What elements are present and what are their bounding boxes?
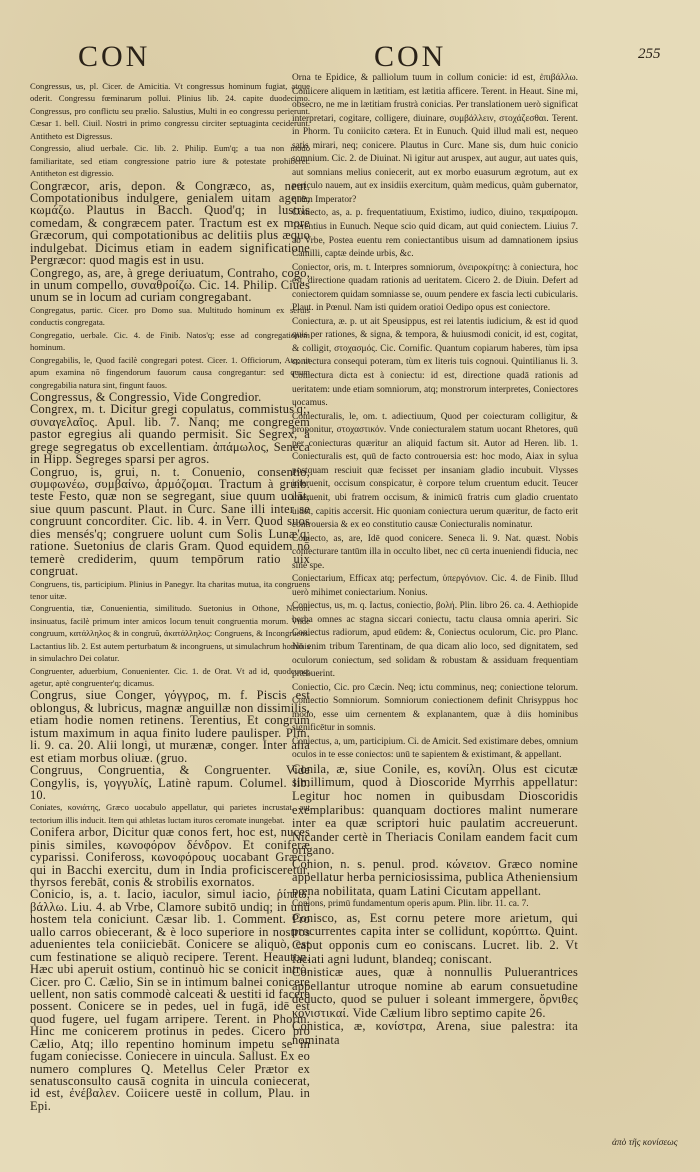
entry-congruenter: Congruenter, aduerbium, Conuenienter. Cic. 1. de Orat. Vt ad id, quodcunq; agetur, aptè congruenter'q; dicamus. xyxy=(30,665,310,688)
entry-coniector: Coniector, oris, m. t. Interpres somniorum, ὀνειροκρίτης: à coniectura, hoc est, directione quadam rationis ad ueritatem. Cicero 2. de Diuin. Defert ad coniectorem quidam somniasse se, ouum pendere ex fascia lecti cubicularis. Plaut. in Pœnul. Nam isti quidem oratioi Oedipo opus est coniectore. xyxy=(292,262,578,314)
right-column xyxy=(292,72,578,1047)
entry-congrex: Congrex, m. t. Dicitur gregi copulatus, commistus'q;, συναγελαῖος. Apul. lib. 7. Nanq; me congregem pastor egregius ali quando permisit. Sic Segrex, à grege segregatus ob excellentiam. ἀπάμωλος, Seneca in Hipp. Segreges sparsi per agros. xyxy=(30,402,310,467)
right-running-title: CON xyxy=(374,40,447,73)
entry-congrus: Congrus, siue Conger, γόγγρος, m. f. Piscis est oblongus, & lubricus, magnæ anguillæ non dissimilis, etiam hodie nomen retinens. Terentius, Et congrum istum maximum in aqua finito ludere paulisper. Plin. li. 9. ca. 20. Alii longi, ut murænæ, conger. Inter alia est etiam morbus oliuæ. (gruo. xyxy=(30,688,310,765)
entry-congrego: Congrego, as, are, à grege deriuatum, Contraho, cogo, in unum compello, συναθροίζω. Cic. 14. Philip. Ciues unum se in locum ad curiam congregabant. xyxy=(30,265,310,305)
entry-coniates: Coniates, κονιάτης, Græco uocabulo appellatur, qui parietes incrustat, aut tectorium illis inducit. Item qui athletas luctam ituros ceromate inungebat. xyxy=(30,802,310,825)
entry-coniecturalis: Coniecturalis, le, om. t. adiectiuum, Quod per coiecturam colligitur, & proponitur, στοχαστικόν. Vnde coniecturalem statum uocant Rhetores, quū per coniecturas quæritur an aliquid factum sit. Autor ad Heren. lib. 1. Coniecturalis est, quū de facto controuersia est: hoc modo, Aiax in sylua postquam resciuit quæ fecisset per insaniam gladio incubuit. Vlysses interuenit, occisum conspicatur, è corpore telum cruentum educit. Teucer interuenit, ubi fratrem occisum, & inimicū fratris cum gladio cruentato uidet, capitis accersit. Hic quoniam coniectura uerum quæritur, de facto erit controuersia & ex eo constitutio causæ Coniecturalis nominatur. xyxy=(292,411,578,531)
entry-congressus-ref: Congressus, & Congressio, Vide Congredior. xyxy=(30,389,262,404)
page-number: 255 xyxy=(638,46,661,62)
entry-congregatus: Congregatus, partic. Cicer. pro Domo sua. Multitudo hominum ex seruis conductis congregata. xyxy=(30,304,310,328)
entry-coniecto: Coniecto, as, a. p. frequentatiuum, Existimo, iudico, diuino, τεκμαίρομαι. Terentius in Eunuch. Neque scio quid dicam, aut quid coniectem. Liuius 7. ab Vrbe, Postea euentu rem coniectantibus uisum ad damnationem ipsius Camilli, captæ deinde urbis, &c. xyxy=(292,208,578,260)
entry-coniectus-part: Coniectus, a, um, participium. Ci. de Amicit. Sed existimare debes, omnium oculos in te esse coniectos: unū te sapientem & existimant, & appellant. xyxy=(292,736,578,761)
left-column xyxy=(30,80,310,1112)
entry-conicio: Conicio, is, a. t. Iacio, iaculor, simul iacio, ῥίπτω, βάλλω. Liu. 4. ab Vrbe, Clamore subitō undiq; in unū hostem tela coniciunt. Cæsar lib. 1. Comment. Pro uallo carros obiecerant, & è loco superiore in nostros aduenientes tela coniiciebāt. Conicere se aliquò, est cum festinatione se aliquò recipere. Terent. Heauton. Hæc ubi aperuit ostium, continuò hic se conicit intrò. Cicer. pro C. Cælio, Sin se in intimum balnei conicere uellent, non satis commodè calceati & uestiti id facere possent. Conicere se in pedes, uel in fugā, idē est quod fugere, uel fugam arripere. Terent. in Phorm. Hinc me conicerem protinus in pedes. Cicero pro Cælio, Atq; illo repentino hominum impetu se in fugam coniecisse. Coniecere in uincula. Sallust. Ex eo numero complures Q. Metellus Celer Prætor ex senatusconsulto causā cognita in uincula coniecerat, id est, ἐνέβαλεν. Coiicere uestē in collum, Plau. in Epi. xyxy=(30,887,310,1113)
entry-congregatio: Congregatio, uerbale. Cic. 4. de Finib. Natos'q; esse ad congregationem hominum. xyxy=(30,329,310,353)
entry-conila: Conila, æ, siue Conile, es, κονίλη. Olus est cicutæ simillimum, quod à Dioscoride Myrrhis appellatur: Legitur hoc nomen in quibusdam Dioscoridis exemplaribus: quanquam doctiores malint numerare inter ea quæ scriptori huic paulatim accreuerunt. Nicander certè in Theriacis Conilam eandem facit cum origano. xyxy=(292,761,578,858)
entry-coniectarium: Coniectarium, Efficax atq; perfectum, ὑπεργόνιον. Cic. 4. de Finib. Illud uerò mihimet coniectarium. Nonius. xyxy=(292,574,578,598)
entry-conistica: Conistica, æ, κονίστρα, Arena, siue palestra: ita nominata xyxy=(292,1019,578,1047)
entry-conisticae: Conisticæ aues, quæ à nonnullis Puluerantrices appellantur utroque nomine ab earum consuetudine deducto, quod se puluer i soleant immergere, ὄρνιθες κονιστικαί. Vide Cælium libro septimo capite 26. xyxy=(292,965,578,1020)
entry-congruus: Congruus, Congruentia, & Congruenter. Vide Congylis, is, γογγυλίς, Latinè rapum. Columel. lib. 10. xyxy=(30,763,310,802)
entry-congressus: Congressus, us, pl. Cicer. de Amicitia. Vt congressus hominum fugiat, atque oderit. Congressu fœminarum pollui. Plinius lib. 24. capite duodecimo. Congressus, pro conflictu seu prælio. Salustius, Multi in eo congressu perierunt. Cæsar 1. bell. Ciuil. Nostri in primo congressu circiter septuaginta ceciderunt. Antitheto est Digressus. xyxy=(30,81,310,141)
entry-coniecto-are: Coniecto, as, are, Idē quod conicere. Seneca li. 9. Nat. quæst. Nobis coniecturare tantūm illa in occulto libet, nec cū certa inueniendi fiducia, nec sine spe. xyxy=(292,533,578,571)
entry-congraecor: Congræcor, aris, depon. & Congræco, as, neut. Compotationibus indulgere, genialem uitam agere, κωμάζω. Plautus in Bacch. Quod'q; in lustris comedam, & congræcem pater. Tractum est ex more Græcorum, qui compotationibus ac delitiis plus æquo indulgebat. Dicimus etiam in eadem significatione Pergræcor: quod magis est in usu. xyxy=(30,178,310,268)
entry-conicio-cont: Orna te Epidice, & palliolum tuum in collum conicie: id est, ἐπιβάλλω. Coniicere aliquem in lætitiam, est lætitia afficere. Terent. in Heaut. Sine mi, obsecro, ne me in lætitiam frustrà conicias. Per translationem uerò significat interpretari, cogitare, colligere, diuinare, συμβάλλειν, στοχάζεσθαι. Terent. in Phorm. Tu coniicito cætera. Et in Eunuch. Quid illud mali est, nequeo satis mirari, neq; conicere. Plautus in Curc. Mane sis, dum huic conicio somnium. Cic. 2. de Diuinat. Ni igitur aut aruspex, aut augur, aut uates quis, aut somnians melius coniecerit, aut ex morbo euasurum ægrotum, aut ex periculo nauem, aut ex insidiis exercitum, quàm medicus, quàm gubernator, quàm Imperator? xyxy=(292,73,578,205)
left-running-title: CON xyxy=(78,40,151,73)
entry-conion: Conion, n. s. penul. prod. κώνειον. Græco nomine appellatur herba perniciosissima, publica Atheniensium pœna nobilitata, quam Latini Cicutam appellant. xyxy=(292,856,578,898)
entry-coniectio: Coniectio, Cic. pro Cæcin. Neq; ictu comminus, neq; coniectione telorum. Coniectio Somniorum. Somniorum coniectionem definit Chrisyppus hoc modo, esse uim cernentem & explanantem, quæ à diis hominibus significētur in somnis. xyxy=(292,682,578,734)
entry-coniectura: Coniectura, æ. p. ut ait Speusippus, est rei latentis iudicium, & est id quod quis per rationes, & signa, & tempora, & huiusmodi conicit, id est, cogitat, & colligit, στοχασμός. Cic. Cornific. Quantum copiarum haberes, tùm ipsa coniectura consequi poteram, tùm ex literis tuis cognoui. Quintilianus li. 3. Coniectura dicta est à coniectu: id est, directione quadā rationis ad ueritatem: unde etiam somniorum, atq; monstrorum interpretes, Coniectores uocamus. xyxy=(292,316,578,409)
entry-congruens: Congruens, tis, participium. Plinius in Panegyr. Ita charitas mutua, ita congruens tenor uitæ. xyxy=(30,578,310,601)
entry-congruo: Congruo, is, grui, n. t. Conuenio, consentio, συμφωνέω, συμβαίνω, ἁρμόζομαι. Tractum à gruib. teste Festo, quæ non se segregant, siue quum uolāt, siue quum pascunt. Plaut. in Curc. Sane illi inter se congruunt concorditer. Cic. lib. 4. in Verr. Quod suos dies mensés'q; congruere uolunt cum Solis Lunæ'q; ratione. Suetonius de claris Gram. Quod equidem nō temerè crediderim, quum tempōrum ratio uix congruat. xyxy=(30,464,310,579)
entry-congruentia: Congruentia, tiæ, Conuenientia, similitudo. Suetonius in Othone, Neroni insinuatus, facilè primum inter amicos locum tenuit congruentia morum. Vnde congruum, κατάλληλος & in congruū, ἀκατάλληλος: Congruens, & Incongruens. Lactantius lib. 2. Est autem perturbatum & incongruens, ut simulachrum hominis in simulachro Dei colatur. xyxy=(30,603,310,664)
entry-conifera: Conifera arbor, Dicitur quæ conos fert, hoc est, nuces pinis similes, κωνοφόρον δένδρον. Et coniferæ cyparissi. Conifeross, κωνοφόρους uocabant Græci, qui in Bacchi exercitu, dum in India proficisceretur, thyrsos ferebāt, conis & strobilis exornatos. xyxy=(30,825,310,889)
entry-congressio: Congressio, aliud uerbale. Cic. lib. 2. Philip. Eum'q; a tua non modò familiaritate, sed etiam congressione patrio iure & potestate prohiberet. Antitheton est digressio. xyxy=(30,143,310,179)
entry-conisco: Conisco, as, Est cornu petere more arietum, qui procurrentes capita inter se collidunt, κορύπτω. Quint. Caput opponis cum eo coniscans. Lucret. lib. 2. Vt faciati agni ludunt, blandeq; coniscant. xyxy=(292,910,578,966)
entry-conions: Conions, primū fundamentum operis apum. Plin. libr. 11. ca. 7. xyxy=(292,899,529,910)
entry-coniectus: Coniectus, us, m. q. Iactus, coniectio, βολή. Plin. libro 26. ca. 4. Aethiopide herba omnes ac stagna siccari coniectu, tactu clausa omnia aperiri. Sic Coniectus radiorum, apud eūdem: &, Coniectus oculorum, Cic. pro Planc. Nō enim tribum Tarentinam, de qua dicam alio loco, sed dignitatem, sed oculorum coniectum, sed solidam & robustam & assiduam frequentiam præbuerint. xyxy=(292,601,578,680)
entry-congregabilis: Congregabilis, le, Quod facilè congregari potest. Cicer. 1. Officiorum, Atq; ut apum examina nō fingendorum fauorum causa congregantur: sed quum congregabilia natura sint, fingunt fauos. xyxy=(30,354,310,390)
catchword: ἀπὸ τῆς κονίσεως xyxy=(612,1138,678,1148)
